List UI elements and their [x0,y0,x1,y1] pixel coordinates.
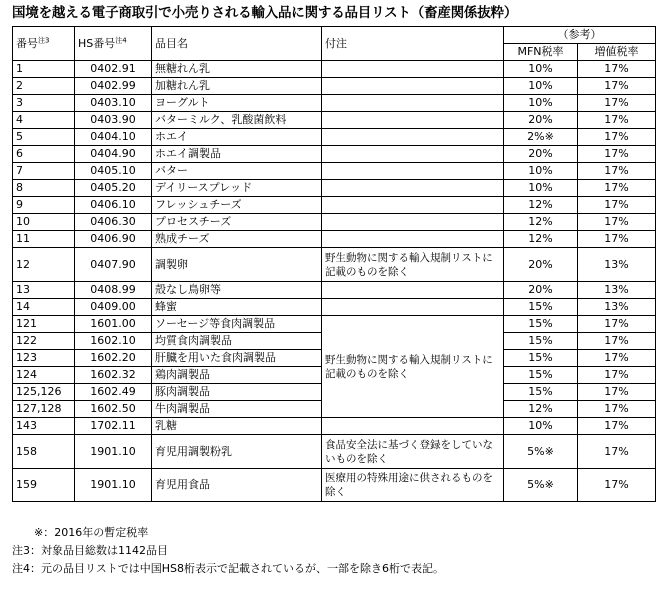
cell-mfn: 15% [504,333,578,350]
cell-hs: 0406.10 [75,197,152,214]
cell-remark [322,197,504,214]
cell-no: 11 [13,231,75,248]
cell-vat: 17% [578,367,656,384]
table-row [13,95,656,112]
cell-remark [322,282,504,299]
cell-item: 熟成チーズ [152,231,322,248]
cell-hs: 0407.90 [75,248,152,282]
cell-hs: 1602.49 [75,384,152,401]
cell-mfn: 5%※ [504,435,578,469]
cell-no: 123 [13,350,75,367]
cell-mfn: 20% [504,112,578,129]
cell-item: 鶏肉調製品 [152,367,322,384]
cell-item: ソーセージ等食肉調製品 [152,316,322,333]
cell-mfn: 15% [504,367,578,384]
cell-item: 殻なし鳥卵等 [152,282,322,299]
cell-hs: 0403.10 [75,95,152,112]
cell-remark [322,95,504,112]
cell-remark [322,299,504,316]
header-mfn: MFN税率 [504,44,578,61]
cell-no: 12 [13,248,75,282]
cell-item: バターミルク、乳酸菌飲料 [152,112,322,129]
cell-mfn: 12% [504,401,578,418]
cell-hs: 1602.20 [75,350,152,367]
cell-remark [322,418,504,435]
cell-vat: 13% [578,299,656,316]
table-row [13,299,656,316]
cell-vat: 17% [578,469,656,502]
cell-mfn: 20% [504,248,578,282]
cell-no: 9 [13,197,75,214]
cell-no: 6 [13,146,75,163]
cell-remark [322,231,504,248]
cell-hs: 0402.91 [75,61,152,78]
cell-vat: 13% [578,248,656,282]
cell-no: 8 [13,180,75,197]
cell-hs: 0404.10 [75,129,152,146]
product-list-table [12,26,656,502]
cell-no: 7 [13,163,75,180]
cell-vat: 17% [578,180,656,197]
cell-no: 125,126 [13,384,75,401]
cell-hs: 0408.99 [75,282,152,299]
table-row [13,61,656,78]
cell-remark [322,180,504,197]
page-title: 国境を越える電子商取引で小売りされる輸入品に関する品目リスト（畜産関係抜粋） [12,5,518,21]
cell-item: 肝臓を用いた食肉調製品 [152,350,322,367]
cell-mfn: 15% [504,384,578,401]
cell-hs: 0404.90 [75,146,152,163]
header-hs: HS番号$^{注4}$ [75,27,152,61]
table-row [13,129,656,146]
cell-vat: 17% [578,146,656,163]
cell-hs: 1602.32 [75,367,152,384]
cell-no: 124 [13,367,75,384]
cell-vat: 17% [578,350,656,367]
cell-mfn: 12% [504,197,578,214]
footnote-note4: 注4：元の品目リストでは中国HS8桁表示で記載されているが、一部を除き6桁で表記。 [12,562,445,575]
cell-hs: 1602.10 [75,333,152,350]
cell-remark [322,78,504,95]
cell-no: 121 [13,316,75,333]
cell-hs: 0406.30 [75,214,152,231]
table-row [13,78,656,95]
cell-mfn: 12% [504,214,578,231]
cell-no: 3 [13,95,75,112]
cell-mfn: 15% [504,316,578,333]
cell-no: 2 [13,78,75,95]
cell-remark: 食品安全法に基づく登録をしていないものを除く [322,435,504,469]
cell-item: フレッシュチーズ [152,197,322,214]
cell-vat: 17% [578,231,656,248]
cell-hs: 0409.00 [75,299,152,316]
cell-vat: 17% [578,316,656,333]
header-row [13,27,656,44]
cell-remark [322,112,504,129]
cell-item: 育児用食品 [152,469,322,502]
cell-mfn: 10% [504,180,578,197]
header-remark: 付注 [322,27,504,61]
cell-hs: 1901.10 [75,469,152,502]
cell-no: 159 [13,469,75,502]
cell-no: 127,128 [13,401,75,418]
table-row [13,469,656,502]
cell-item: 調製卵 [152,248,322,282]
cell-item: バター [152,163,322,180]
table-row [13,112,656,129]
cell-no: 10 [13,214,75,231]
cell-no: 4 [13,112,75,129]
cell-remark [322,129,504,146]
cell-mfn: 15% [504,299,578,316]
cell-mfn: 2%※ [504,129,578,146]
cell-hs: 1702.11 [75,418,152,435]
cell-remark: 野生動物に関する輸入規制リストに記載のものを除く [322,248,504,282]
cell-hs: 1602.50 [75,401,152,418]
cell-vat: 17% [578,95,656,112]
cell-mfn: 12% [504,231,578,248]
cell-vat: 17% [578,61,656,78]
cell-mfn: 10% [504,95,578,112]
cell-no: 1 [13,61,75,78]
cell-no: 143 [13,418,75,435]
cell-vat: 17% [578,163,656,180]
cell-mfn: 5%※ [504,469,578,502]
cell-item: 均質食肉調製品 [152,333,322,350]
header-no: 番号$^{注3}$ [13,27,75,61]
cell-vat: 17% [578,401,656,418]
header-vat: 増値税率 [578,44,656,61]
cell-item: 蜂蜜 [152,299,322,316]
table-row [13,316,656,333]
cell-vat: 17% [578,214,656,231]
cell-hs: 1601.00 [75,316,152,333]
cell-no: 13 [13,282,75,299]
table-row [13,231,656,248]
cell-item: デイリースプレッド [152,180,322,197]
cell-item: 豚肉調製品 [152,384,322,401]
table-row [13,418,656,435]
cell-mfn: 20% [504,282,578,299]
header-item: 品目名 [152,27,322,61]
cell-mfn: 10% [504,61,578,78]
table-row [13,248,656,282]
table-row [13,146,656,163]
header-reference: （参考） [504,27,656,44]
cell-item: 乳糖 [152,418,322,435]
cell-mfn: 10% [504,163,578,180]
cell-remark: 医療用の特殊用途に供されるものを除く [322,469,504,502]
cell-hs: 0405.20 [75,180,152,197]
table-row [13,180,656,197]
cell-remark [322,163,504,180]
cell-item: ヨーグルト [152,95,322,112]
cell-item: 加糖れん乳 [152,78,322,95]
cell-vat: 17% [578,129,656,146]
cell-item: 牛肉調製品 [152,401,322,418]
footnote-asterisk: ※：2016年の暫定税率 [34,526,149,539]
cell-no: 5 [13,129,75,146]
footnote-note3: 注3：対象品目総数は1142品目 [12,544,168,557]
cell-vat: 17% [578,78,656,95]
cell-vat: 17% [578,435,656,469]
cell-hs: 0403.90 [75,112,152,129]
cell-remark [322,214,504,231]
cell-item: ホエイ調製品 [152,146,322,163]
cell-hs: 0405.10 [75,163,152,180]
cell-vat: 17% [578,418,656,435]
cell-vat: 17% [578,197,656,214]
cell-hs: 0406.90 [75,231,152,248]
cell-vat: 13% [578,282,656,299]
cell-remark-group: 野生動物に関する輸入規制リストに記載のものを除く [322,316,504,418]
table-row [13,282,656,299]
table-row [13,197,656,214]
table-row [13,214,656,231]
cell-vat: 17% [578,333,656,350]
cell-mfn: 10% [504,78,578,95]
cell-no: 122 [13,333,75,350]
cell-vat: 17% [578,384,656,401]
cell-item: プロセスチーズ [152,214,322,231]
cell-hs: 1901.10 [75,435,152,469]
cell-mfn: 10% [504,418,578,435]
table-row [13,163,656,180]
cell-remark [322,61,504,78]
cell-item: 育児用調製粉乳 [152,435,322,469]
cell-no: 158 [13,435,75,469]
cell-no: 14 [13,299,75,316]
cell-vat: 17% [578,112,656,129]
cell-remark [322,146,504,163]
table-row [13,435,656,469]
cell-item: ホエイ [152,129,322,146]
cell-mfn: 15% [504,350,578,367]
cell-mfn: 20% [504,146,578,163]
cell-hs: 0402.99 [75,78,152,95]
cell-item: 無糖れん乳 [152,61,322,78]
